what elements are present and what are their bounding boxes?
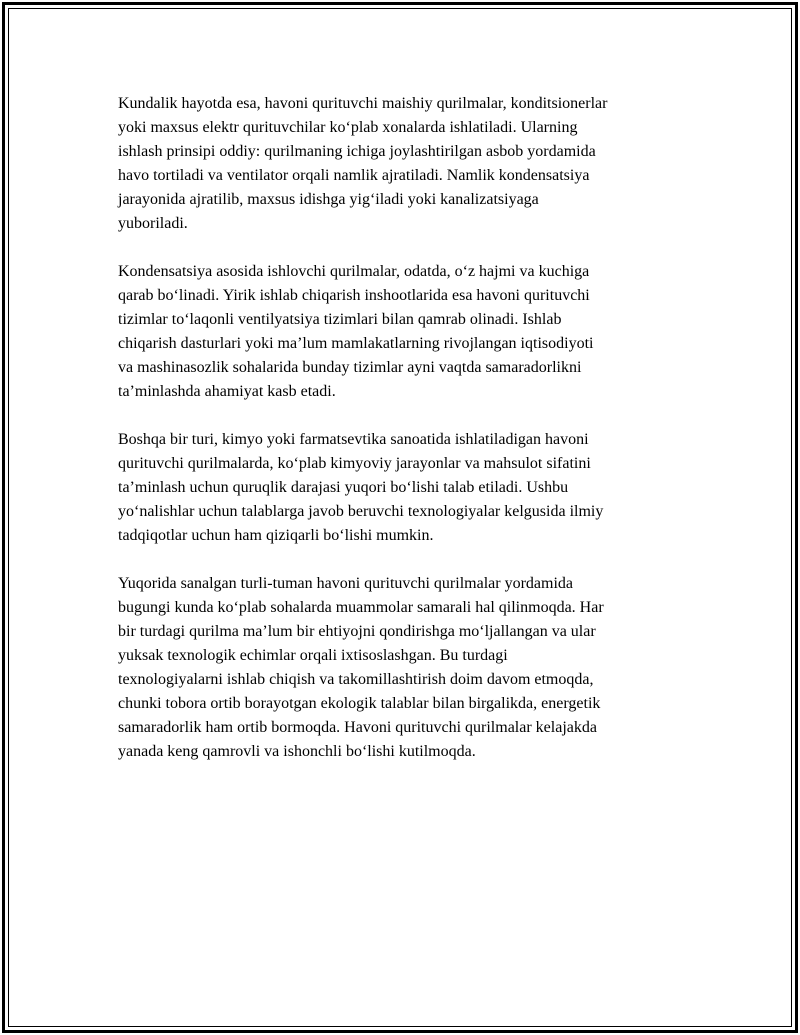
text-line: jarayonida ajratilib, maxsus idishga yig‘iladi yoki kanalizatsiyaga	[118, 191, 539, 208]
text-line: texnologiyalarni ishlab chiqish va takomillashtirish doim davom etmoqda,	[118, 671, 594, 688]
text-line: qurituvchi qurilmalarda, ko‘plab kimyoviy jarayonlar va mahsulot sifatini	[118, 455, 591, 472]
text-line: bugungi kunda ko‘plab sohalarda muammolar samarali hal qilinmoqda. Har	[118, 599, 604, 616]
text-line: ishlash prinsipi oddiy: qurilmaning ichiga joylashtirilgan asbob yordamida	[118, 143, 596, 160]
document-body	[118, 92, 698, 788]
text-line: bir turdagi qurilma ma’lum bir ehtiyojni qondirishga mo‘ljallangan va ular	[118, 623, 596, 640]
text-line: yoki maxsus elektr qurituvchilar ko‘plab xonalarda ishlatiladi. Ularning	[118, 119, 578, 136]
text-line: va mashinasozlik sohalarida bunday tizimlar ayni vaqtda samaradorlikni	[118, 359, 582, 376]
text-line: chunki tobora ortib borayotgan ekologik talablar bilan birgalikda, energetik	[118, 695, 601, 712]
paragraph-3	[118, 428, 698, 548]
text-line: ta’minlashda ahamiyat kasb etadi.	[118, 383, 336, 400]
text-line: tizimlar to‘laqonli ventilyatsiya tizimlari bilan qamrab olinadi. Ishlab	[118, 311, 562, 328]
paragraph-1	[118, 92, 698, 236]
text-line: yuksak texnologik echimlar orqali ixtisoslashgan. Bu turdagi	[118, 647, 508, 664]
text-line: yo‘nalishlar uchun talablarga javob beruvchi texnologiyalar kelgusida ilmiy	[118, 503, 604, 520]
text-line: tadqiqotlar uchun ham qiziqarli bo‘lishi mumkin.	[118, 527, 434, 544]
text-line: yuboriladi.	[118, 215, 188, 232]
text-line: Kundalik hayotda esa, havoni qurituvchi maishiy qurilmalar, konditsionerlar	[118, 95, 608, 112]
text-line: Kondensatsiya asosida ishlovchi qurilmalar, odatda, o‘z hajmi va kuchiga	[118, 263, 590, 280]
text-line: Boshqa bir turi, kimyo yoki farmatsevtika sanoatida ishlatiladigan havoni	[118, 431, 589, 448]
text-line: yanada keng qamrovli va ishonchli bo‘lishi kutilmoqda.	[118, 743, 476, 760]
paragraph-4	[118, 572, 698, 764]
paragraph-2	[118, 260, 698, 404]
text-line: qarab bo‘linadi. Yirik ishlab chiqarish inshootlarida esa havoni qurituvchi	[118, 287, 590, 304]
text-line: samaradorlik ham ortib bormoqda. Havoni qurituvchi qurilmalar kelajakda	[118, 719, 597, 736]
text-line: ta’minlash uchun quruqlik darajasi yuqori bo‘lishi talab etiladi. Ushbu	[118, 479, 569, 496]
text-line: havo tortiladi va ventilator orqali namlik ajratiladi. Namlik kondensatsiya	[118, 167, 590, 184]
text-line: chiqarish dasturlari yoki ma’lum mamlakatlarning rivojlangan iqtisodiyoti	[118, 335, 594, 352]
text-line: Yuqorida sanalgan turli-tuman havoni qurituvchi qurilmalar yordamida	[118, 575, 573, 592]
